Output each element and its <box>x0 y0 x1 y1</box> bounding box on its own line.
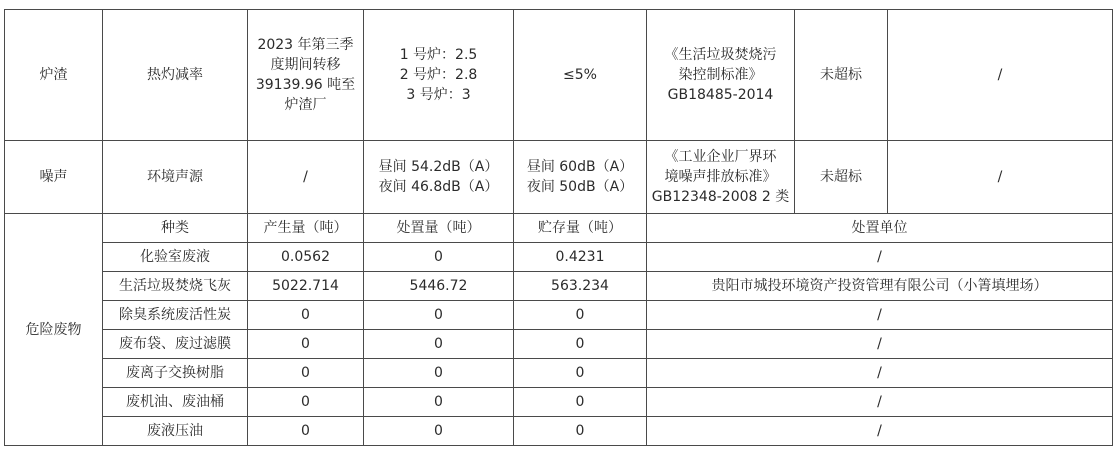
item-cell: 热灼减率 <box>103 10 248 141</box>
unit-cell: / <box>647 243 1113 272</box>
table-row <box>5 388 1113 417</box>
header-stored: 贮存量（吨） <box>514 214 647 243</box>
table-row <box>5 243 1113 272</box>
text-line: 境噪声排放标准》 <box>664 169 777 185</box>
standard-cell <box>647 141 795 214</box>
text-line: 度期间转移 <box>270 57 341 73</box>
disposed-cell: 0 <box>364 388 514 417</box>
produced-cell: 0 <box>248 417 364 446</box>
unit-cell: / <box>647 330 1113 359</box>
table-row <box>5 272 1113 301</box>
stored-cell: 563.234 <box>514 272 647 301</box>
text-line: 3 号炉：3 <box>406 87 471 103</box>
remark-cell: / <box>888 10 1113 141</box>
text-line: 染控制标准》 <box>678 67 763 83</box>
type-cell: 废布袋、废过滤膜 <box>103 330 248 359</box>
unit-cell: / <box>647 417 1113 446</box>
item-cell: 环境声源 <box>103 141 248 214</box>
hazardous-header-row <box>5 214 1113 243</box>
header-type: 种类 <box>103 214 248 243</box>
unit-cell: / <box>647 301 1113 330</box>
text-line: 2023 年第三季 <box>257 37 354 53</box>
stored-cell: 0.4231 <box>514 243 647 272</box>
table-row-noise <box>5 141 1113 214</box>
category-cell: 噪声 <box>5 141 103 214</box>
unit-cell: / <box>647 359 1113 388</box>
stored-cell: 0 <box>514 417 647 446</box>
text-line: 夜间 50dB（A） <box>526 179 634 195</box>
disposed-cell: 0 <box>364 330 514 359</box>
remark-cell: / <box>888 141 1113 214</box>
table-row <box>5 417 1113 446</box>
disposed-cell: 0 <box>364 417 514 446</box>
table-row <box>5 359 1113 388</box>
status-cell: 未超标 <box>795 10 888 141</box>
type-cell: 除臭系统废活性炭 <box>103 301 248 330</box>
text-line: 2 号炉：2.8 <box>399 67 478 83</box>
measured-cell <box>364 10 514 141</box>
table-row <box>5 330 1113 359</box>
produced-cell: 0 <box>248 388 364 417</box>
text-line: 39139.96 吨至 <box>255 77 356 93</box>
disposed-cell: 0 <box>364 301 514 330</box>
type-cell: 废液压油 <box>103 417 248 446</box>
unit-cell: / <box>647 388 1113 417</box>
stored-cell: 0 <box>514 388 647 417</box>
text-line: 《工业企业厂界环 <box>664 149 777 165</box>
category-cell: 炉渣 <box>5 10 103 141</box>
produced-cell: 0 <box>248 330 364 359</box>
produced-cell: 0 <box>248 301 364 330</box>
text-line: 昼间 54.2dB（A） <box>378 159 499 175</box>
text-line: 1 号炉：2.5 <box>399 47 478 63</box>
limit-cell <box>514 141 647 214</box>
status-cell: 未超标 <box>795 141 888 214</box>
stored-cell: 0 <box>514 330 647 359</box>
produced-cell <box>248 10 364 141</box>
standard-cell <box>647 10 795 141</box>
header-unit: 处置单位 <box>647 214 1113 243</box>
disposed-cell: 0 <box>364 359 514 388</box>
measured-cell <box>364 141 514 214</box>
produced-cell: 0 <box>248 359 364 388</box>
produced-cell: / <box>248 141 364 214</box>
emissions-table <box>4 9 1113 446</box>
text-line: 炉渣厂 <box>284 97 327 113</box>
type-cell: 化验室废液 <box>103 243 248 272</box>
text-line: GB18485-2014 <box>667 87 774 103</box>
produced-cell: 5022.714 <box>248 272 364 301</box>
type-cell: 废离子交换树脂 <box>103 359 248 388</box>
disposed-cell: 0 <box>364 243 514 272</box>
header-disposed: 处置量（吨） <box>364 214 514 243</box>
text-line: GB12348-2008 2 类 <box>651 189 790 205</box>
text-line: 夜间 46.8dB（A） <box>378 179 499 195</box>
unit-cell: 贵阳市城投环境资产投资管理有限公司（小箐填埋场） <box>647 272 1113 301</box>
table-row-slag <box>5 10 1113 141</box>
text-line: 昼间 60dB（A） <box>526 159 634 175</box>
stored-cell: 0 <box>514 359 647 388</box>
stored-cell: 0 <box>514 301 647 330</box>
hazardous-category-cell: 危险废物 <box>5 214 103 446</box>
disposed-cell: 5446.72 <box>364 272 514 301</box>
table-row <box>5 301 1113 330</box>
limit-cell: ≤5% <box>514 10 647 141</box>
produced-cell: 0.0562 <box>248 243 364 272</box>
header-produced: 产生量（吨） <box>248 214 364 243</box>
text-line: 《生活垃圾焚烧污 <box>664 47 777 63</box>
type-cell: 生活垃圾焚烧飞灰 <box>103 272 248 301</box>
type-cell: 废机油、废油桶 <box>103 388 248 417</box>
